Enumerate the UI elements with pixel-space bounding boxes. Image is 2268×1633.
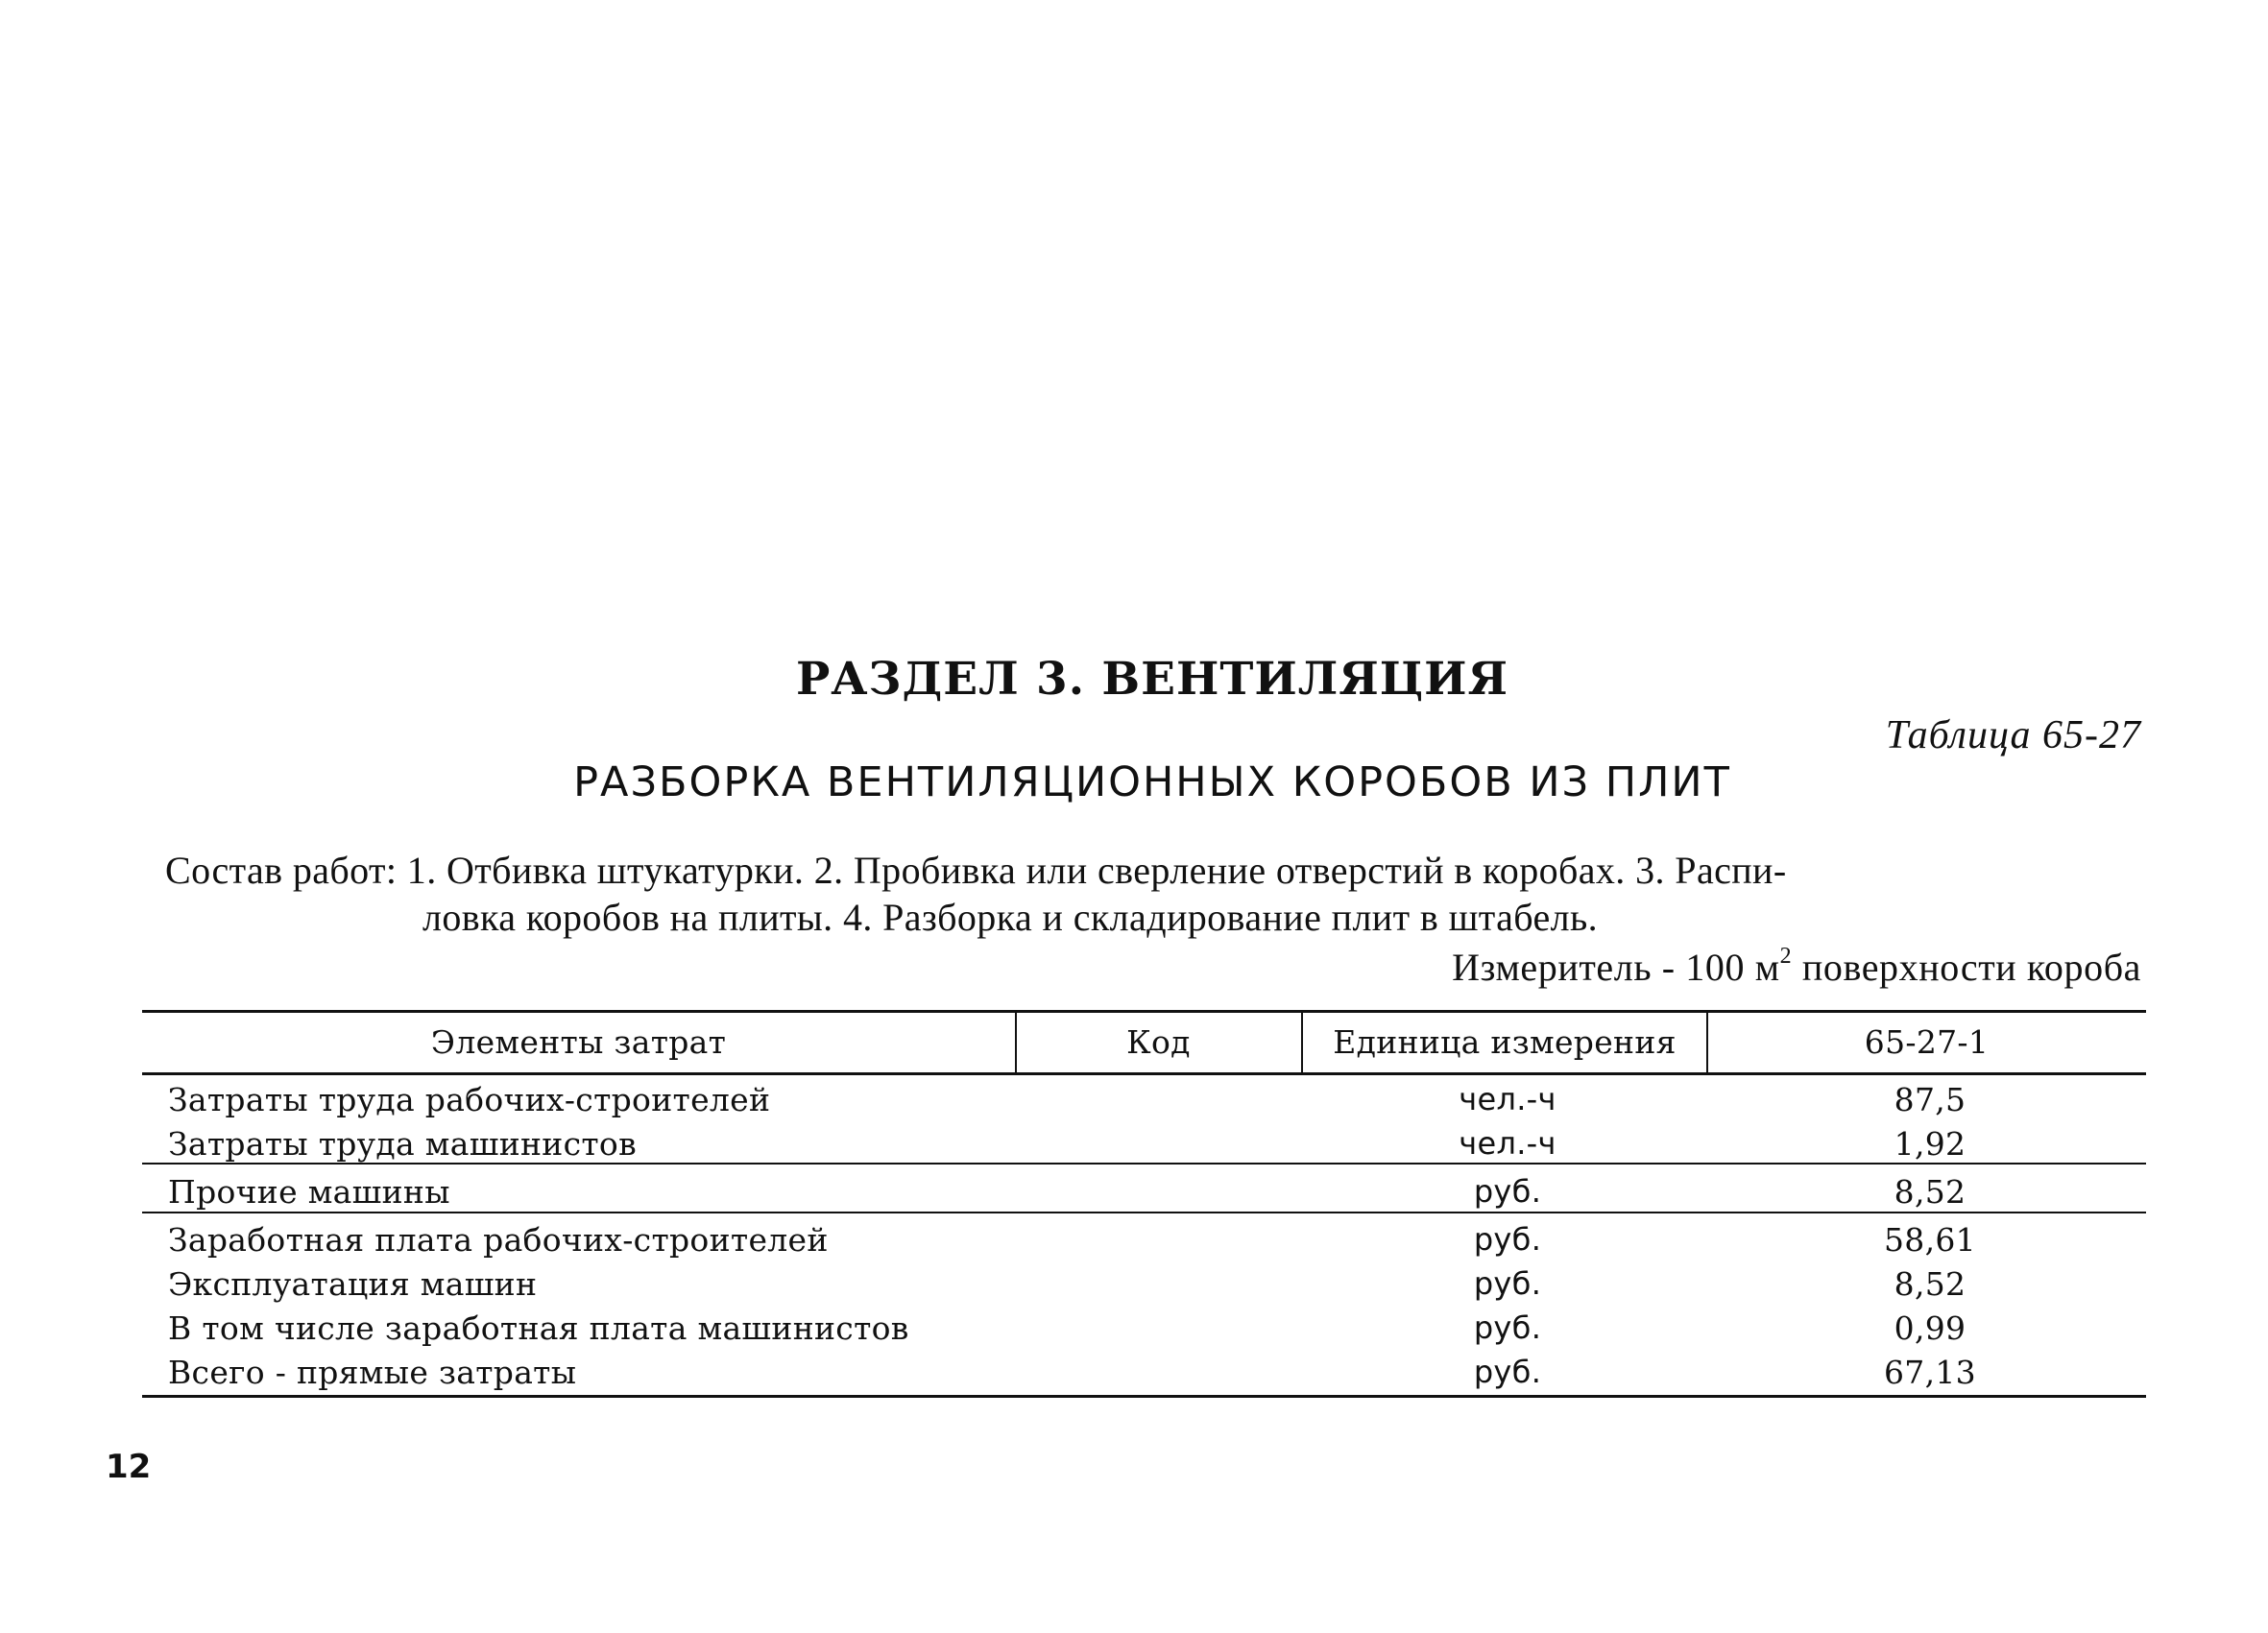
row-1-name: Затраты труда рабочих-строителей [168, 1081, 771, 1118]
header-unit: Единица измерения [1333, 1023, 1677, 1061]
work-composition-line-2: ловка коробов на плиты. 4. Разборка и складирование плит в штабель. [422, 896, 1599, 939]
row-4-value: 58,61 [1884, 1221, 1976, 1259]
row-3-name: Прочие машины [168, 1173, 450, 1211]
work-composition-line-1: Состав работ: 1. Отбивка штукатурки. 2. Пробивка или сверление отверстий в коробах. 3. Распи- [165, 849, 1787, 892]
work-composition [165, 847, 2143, 941]
row-3-unit: руб. [1473, 1173, 1542, 1210]
table-bottom-rule [142, 1395, 2146, 1398]
table-group-rule-1 [142, 1163, 2146, 1165]
row-1-unit: чел.-ч [1459, 1081, 1556, 1117]
row-5-unit: руб. [1473, 1265, 1542, 1302]
table-group-rule-2 [142, 1212, 2146, 1213]
measurement-unit-exponent: 2 [1779, 944, 1793, 969]
header-norm-code: 65-27-1 [1864, 1023, 1990, 1061]
row-5-name: Эксплуатация машин [168, 1265, 538, 1303]
row-6-name: В том числе заработная плата машинистов [168, 1309, 909, 1347]
row-7-name: Всего - прямые затраты [168, 1354, 577, 1391]
row-7-value: 67,13 [1884, 1354, 1976, 1391]
table-number: Таблица 65-27 [1885, 713, 2141, 757]
row-4-unit: руб. [1473, 1221, 1542, 1258]
row-6-value: 0,99 [1894, 1309, 1966, 1347]
row-4-name: Заработная плата рабочих-строителей [168, 1221, 829, 1259]
measurement-unit [1452, 945, 2141, 990]
header-code: Код [1126, 1023, 1191, 1061]
header-cost-elements: Элементы затрат [430, 1023, 727, 1061]
row-2-name: Затраты труда машинистов [168, 1125, 637, 1163]
measurement-unit-suffix: поверхности короба [1792, 946, 2141, 989]
row-2-unit: чел.-ч [1459, 1125, 1556, 1162]
section-title: РАЗДЕЛ 3. ВЕНТИЛЯЦИЯ [795, 653, 1509, 706]
table-header-rule [142, 1072, 2146, 1075]
page-number: 12 [106, 1448, 152, 1486]
table-title: РАЗБОРКА ВЕНТИЛЯЦИОННЫХ КОРОБОВ ИЗ ПЛИТ [573, 758, 1731, 806]
row-6-unit: руб. [1473, 1309, 1542, 1346]
measurement-unit-prefix: Измеритель - 100 м [1452, 946, 1780, 989]
row-3-value: 8,52 [1894, 1173, 1966, 1211]
table-top-rule [142, 1010, 2146, 1013]
row-7-unit: руб. [1473, 1354, 1542, 1390]
row-5-value: 8,52 [1894, 1265, 1966, 1303]
row-1-value: 87,5 [1894, 1081, 1966, 1118]
row-2-value: 1,92 [1894, 1125, 1966, 1163]
